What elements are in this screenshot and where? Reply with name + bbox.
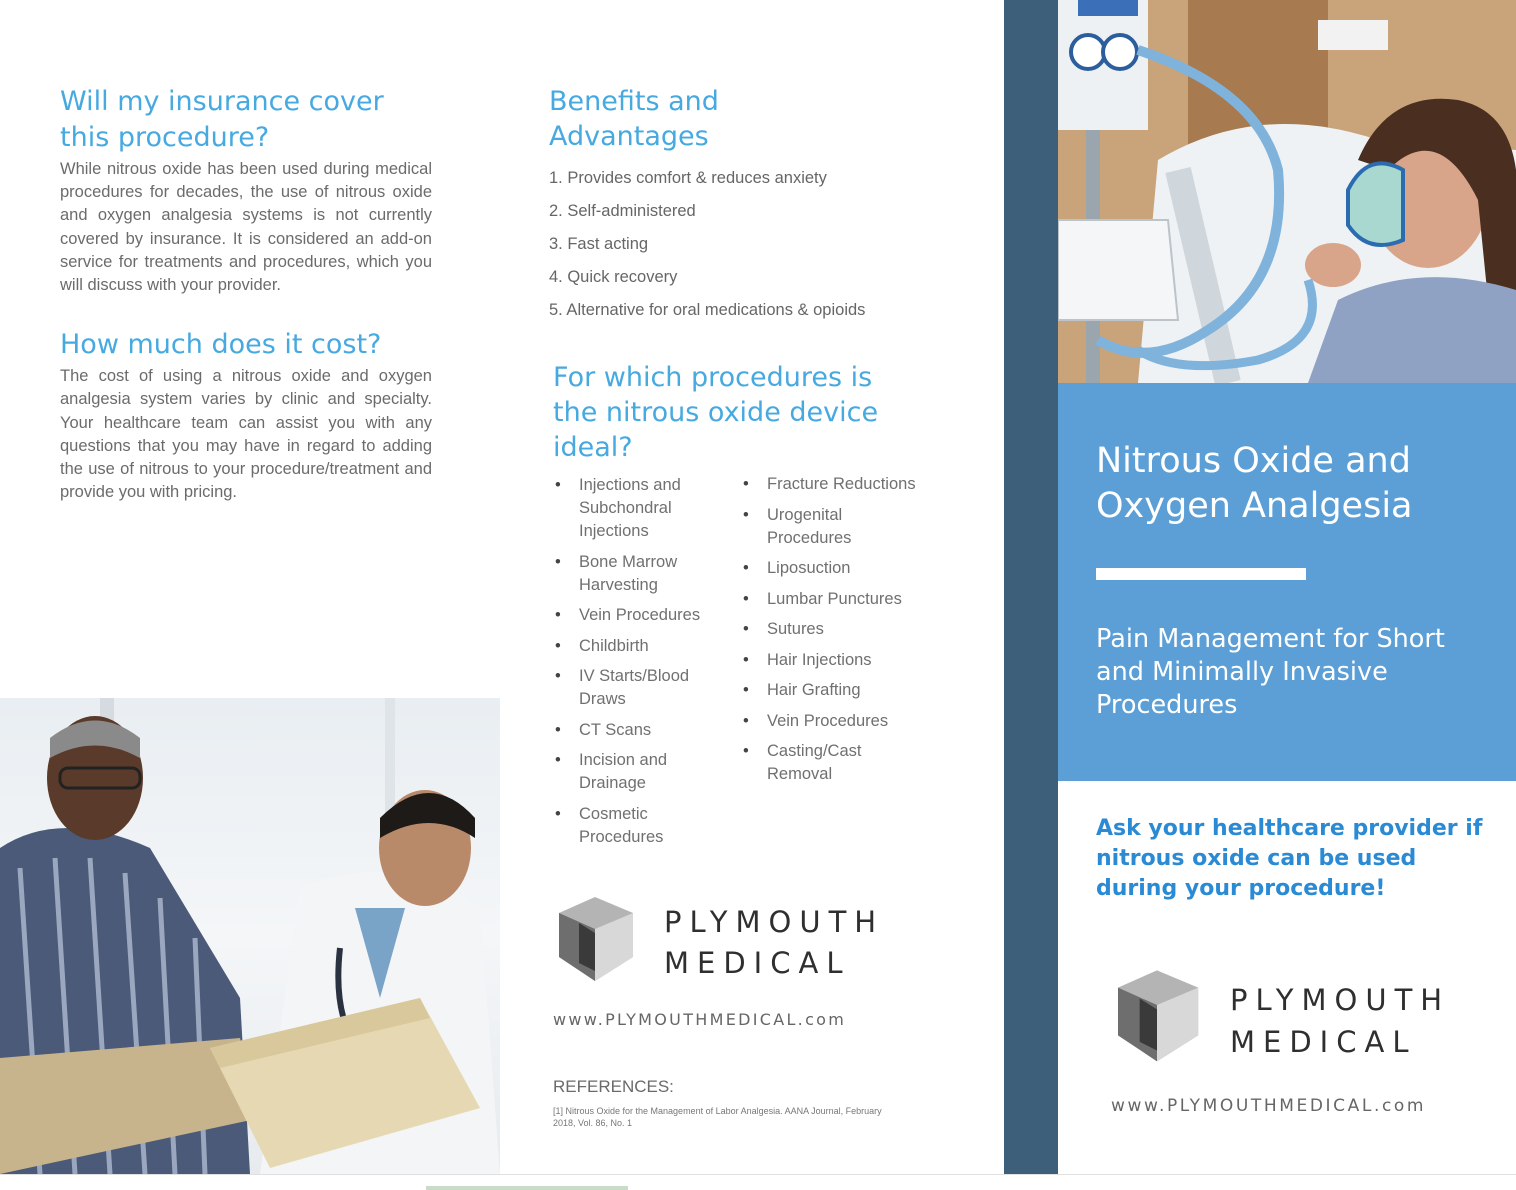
procedure-item: • Vein Procedures <box>553 604 733 627</box>
logo-mark-icon <box>1107 966 1207 1070</box>
website-url-cover: www.PLYMOUTHMEDICAL.com <box>1111 1096 1427 1116</box>
benefit-item: 5. Alternative for oral medications & opioids <box>549 301 866 319</box>
procedure-item: • Urogenital Procedures <box>741 504 921 550</box>
procedure-item: • Hair Injections <box>741 649 921 672</box>
insurance-heading: Will my insurance cover this procedure? <box>60 86 384 153</box>
procedure-item: • CT Scans <box>553 719 733 742</box>
procedure-item: • Sutures <box>741 618 921 641</box>
logo-text-line1: PLYMOUTH <box>664 905 885 939</box>
procedure-item: • Hair Grafting <box>741 679 921 702</box>
procedure-item: • Lumbar Punctures <box>741 588 921 611</box>
website-url-mid: www.PLYMOUTHMEDICAL.com <box>553 1010 847 1029</box>
procedure-item: • Bone Marrow Harvesting <box>553 551 733 597</box>
references-label: REFERENCES: <box>553 1077 674 1096</box>
references-text: [1] Nitrous Oxide for the Management of Labor Analgesia. AANA Journal, February 2018, Vol. 86, No. 1 <box>553 1106 882 1128</box>
insurance-body: While nitrous oxide has been used during medical procedures for decades, the use of nitrous oxide and oxygen analgesia systems is not currently covered by insurance. It is considered an add-on service for treatments and procedures, which you will discuss with your provider. <box>60 160 432 295</box>
patient-mask-photo <box>1058 0 1516 383</box>
procedure-item: • Fracture Reductions <box>741 473 921 496</box>
benefits-list <box>549 162 949 327</box>
procedure-item: • IV Starts/Blood Draws <box>553 665 733 711</box>
procedure-item: • Incision and Drainage <box>553 749 733 795</box>
procedure-item: • Casting/Cast Removal <box>741 740 921 786</box>
procedure-item: • Vein Procedures <box>741 710 921 733</box>
logo-text-line2: MEDICAL <box>1230 1025 1417 1059</box>
procedures-list-right <box>741 473 921 794</box>
logo-mark-icon <box>549 893 641 989</box>
procedure-item: • Liposuction <box>741 557 921 580</box>
cover-call-to-action: Ask your healthcare provider if nitrous oxide can be used during your procedure! <box>1096 816 1483 901</box>
cost-body: The cost of using a nitrous oxide and oxygen analgesia system varies by clinic and specialty. Your healthcare team can assist you with any questions that you may have in regard to adding the use of nitrous to your procedure/treatment and provide you with pricing. <box>60 367 432 502</box>
procedures-list-left <box>553 474 733 856</box>
benefit-item: 4. Quick recovery <box>549 268 678 286</box>
cover-title-panel <box>1058 383 1516 781</box>
cover-accent-strip <box>1004 0 1058 1174</box>
logo-text-line1: PLYMOUTH <box>1230 983 1451 1017</box>
doctor-patient-photo <box>0 698 500 1174</box>
cost-heading: How much does it cost? <box>60 329 382 361</box>
procedure-item: • Injections and Subchondral Injections <box>553 474 733 543</box>
plymouth-logo-cover <box>1107 966 1487 1076</box>
benefit-item: 2. Self-administered <box>549 202 696 220</box>
benefit-item: 3. Fast acting <box>549 235 649 253</box>
page-bottom-rule <box>0 1174 1516 1175</box>
page-bottom-tab <box>426 1186 628 1190</box>
benefits-heading: Benefits and Advantages <box>549 86 719 152</box>
benefit-item: 1. Provides comfort & reduces anxiety <box>549 169 827 187</box>
cover-divider-bar <box>1096 568 1306 580</box>
plymouth-logo-mid <box>549 893 889 993</box>
procedure-item: • Cosmetic Procedures <box>553 803 733 849</box>
cover-title: Nitrous Oxide and Oxygen Analgesia <box>1096 441 1413 526</box>
cover-subtitle: Pain Management for Short and Minimally Invasive Procedures <box>1096 624 1445 720</box>
insurance-cost-column <box>60 84 432 504</box>
benefits-column <box>549 84 949 327</box>
logo-text-line2: MEDICAL <box>664 946 851 980</box>
procedure-item: • Childbirth <box>553 635 733 658</box>
procedures-heading: For which procedures is the nitrous oxide device ideal? <box>553 362 879 463</box>
